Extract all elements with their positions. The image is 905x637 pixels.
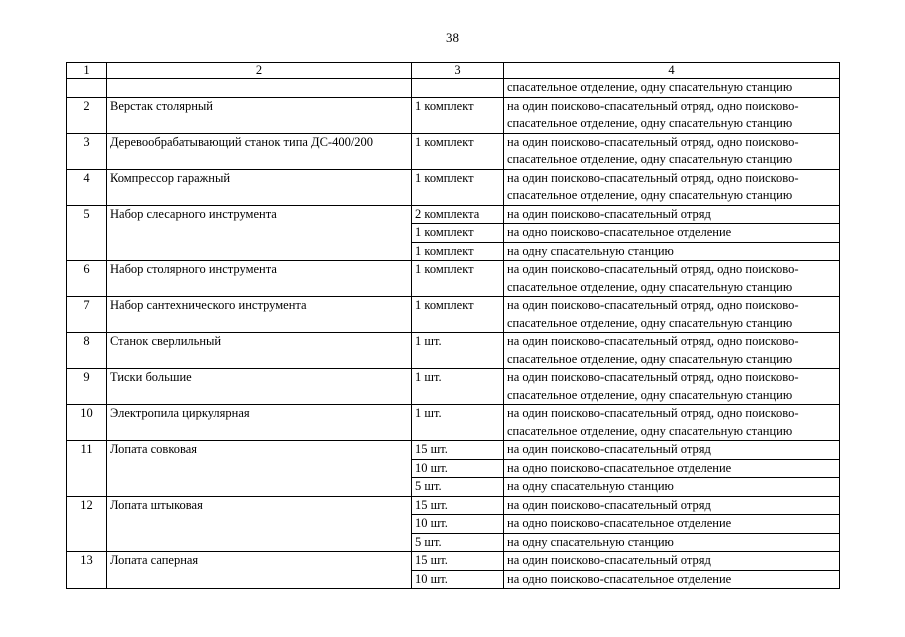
destination-line: спасательное отделение, одну спасательную станцию (507, 116, 793, 130)
destination-line: на одну спасательную станцию (507, 243, 674, 258)
quantity: 15 шт. (412, 552, 504, 571)
destination-line: на одну спасательную станцию (507, 479, 674, 493)
destination-line: на одно поисково-спасательное отделение (507, 225, 732, 239)
destination-line: на одно поисково-спасательное отделение (507, 460, 732, 475)
quantity: 10 шт. (412, 459, 504, 478)
destination (504, 224, 840, 243)
destination (504, 169, 840, 205)
quantity: 1 комплект (412, 169, 504, 205)
destination (504, 496, 840, 515)
row-number: 5 (67, 205, 107, 261)
destination-line: на один поисково-спасательный отряд, одно поисково- (507, 406, 799, 420)
destination-line: на один поисково-спасательный отряд, одно поисково- (507, 98, 799, 113)
destination-line: на один поисково-спасательный отряд, одно поисково- (507, 370, 799, 384)
destination (504, 242, 840, 261)
destination-line: спасательное отделение, одну спасательную станцию (507, 351, 793, 366)
row-number: 9 (67, 369, 107, 405)
quantity: 10 шт. (412, 515, 504, 534)
table-row (67, 169, 840, 205)
destination (504, 478, 840, 497)
destination-line: спасательное отделение, одну спасательную станцию (507, 423, 793, 438)
destination (504, 441, 840, 460)
row-number: 8 (67, 333, 107, 369)
empty-cell (107, 79, 412, 98)
item-name: Станок сверлильный (107, 333, 412, 369)
destination-line: спасательное отделение, одну спасательную станцию (507, 387, 793, 402)
destination-line: на одно поисково-спасательное отделение (507, 571, 732, 586)
destination (504, 97, 840, 133)
row-number: 7 (67, 297, 107, 333)
destination (504, 533, 840, 552)
destination-line: на одну спасательную станцию (507, 534, 674, 549)
item-name: Набор сантехнического инструмента (107, 297, 412, 333)
quantity: 1 шт. (412, 369, 504, 405)
destination (504, 459, 840, 478)
table-row (67, 205, 840, 224)
destination-line: на один поисково-спасательный отряд, одно поисково- (507, 298, 799, 312)
table-row (67, 552, 840, 571)
row-number: 3 (67, 133, 107, 169)
item-name: Лопата саперная (107, 552, 412, 589)
item-name: Верстак столярный (107, 97, 412, 133)
page-number: 38 (446, 30, 459, 45)
destination (504, 297, 840, 333)
quantity: 1 шт. (412, 405, 504, 441)
item-name: Лопата штыковая (107, 496, 412, 552)
destination-line: на один поисково-спасательный отряд, одно поисково- (507, 170, 799, 185)
quantity: 5 шт. (412, 478, 504, 497)
continuation-row (67, 79, 840, 98)
item-name: Деревообрабатывающий станок типа ДС-400/200 (107, 133, 412, 169)
destination-line: спасательное отделение, одну спасательную станцию (507, 152, 793, 166)
table-row (67, 297, 840, 333)
destination (504, 552, 840, 571)
quantity: 2 комплекта (412, 205, 504, 224)
destination-line: на один поисково-спасательный отряд (507, 206, 711, 221)
table-row (67, 496, 840, 515)
empty-cell (412, 79, 504, 98)
header-row (67, 63, 840, 79)
table-row (67, 97, 840, 133)
item-name: Лопата совковая (107, 441, 412, 497)
item-name: Набор слесарного инструмента (107, 205, 412, 261)
quantity: 5 шт. (412, 533, 504, 552)
quantity: 10 шт. (412, 570, 504, 589)
quantity: 1 комплект (412, 97, 504, 133)
row-number: 12 (67, 496, 107, 552)
destination-line: спасательное отделение, одну спасательную станцию (507, 279, 793, 294)
quantity: 1 комплект (412, 133, 504, 169)
quantity: 15 шт. (412, 496, 504, 515)
table-row (67, 369, 840, 405)
destination (504, 205, 840, 224)
destination (504, 333, 840, 369)
item-name: Компрессор гаражный (107, 169, 412, 205)
destination-line: на один поисково-спасательный отряд (507, 442, 711, 456)
destination (504, 405, 840, 441)
table-row (67, 261, 840, 297)
destination (504, 570, 840, 589)
item-name: Тиски большие (107, 369, 412, 405)
quantity: 15 шт. (412, 441, 504, 460)
item-name: Набор столярного инструмента (107, 261, 412, 297)
quantity: 1 комплект (412, 261, 504, 297)
table-row (67, 133, 840, 169)
header-cell: 1 (67, 63, 107, 79)
destination (504, 369, 840, 405)
destination (504, 261, 840, 297)
destination (504, 515, 840, 534)
empty-cell (67, 79, 107, 98)
quantity: 1 комплект (412, 242, 504, 261)
item-name: Электропила циркулярная (107, 405, 412, 441)
continuation-text: спасательное отделение, одну спасательную станцию (504, 79, 840, 98)
destination-line: на один поисково-спасательный отряд, одно поисково- (507, 262, 799, 276)
row-number: 10 (67, 405, 107, 441)
header-cell: 3 (412, 63, 504, 79)
quantity: 1 комплект (412, 297, 504, 333)
destination-line: спасательное отделение, одну спасательную станцию (507, 188, 793, 202)
destination-line: на одно поисково-спасательное отделение (507, 516, 732, 530)
destination-line: на один поисково-спасательный отряд (507, 497, 711, 512)
quantity: 1 комплект (412, 224, 504, 243)
table-row (67, 333, 840, 369)
equipment-table (66, 62, 840, 589)
destination (504, 133, 840, 169)
row-number: 11 (67, 441, 107, 497)
destination-line: спасательное отделение, одну спасательную станцию (507, 315, 793, 330)
destination-line: на один поисково-спасательный отряд, одно поисково- (507, 134, 799, 149)
destination-line: на один поисково-спасательный отряд (507, 553, 711, 567)
quantity: 1 шт. (412, 333, 504, 369)
row-number: 6 (67, 261, 107, 297)
destination-line: на один поисково-спасательный отряд, одно поисково- (507, 334, 799, 348)
row-number: 4 (67, 169, 107, 205)
header-cell: 2 (107, 63, 412, 79)
row-number: 2 (67, 97, 107, 133)
table-row (67, 405, 840, 441)
table-row (67, 441, 840, 460)
row-number: 13 (67, 552, 107, 589)
header-cell: 4 (504, 63, 840, 79)
